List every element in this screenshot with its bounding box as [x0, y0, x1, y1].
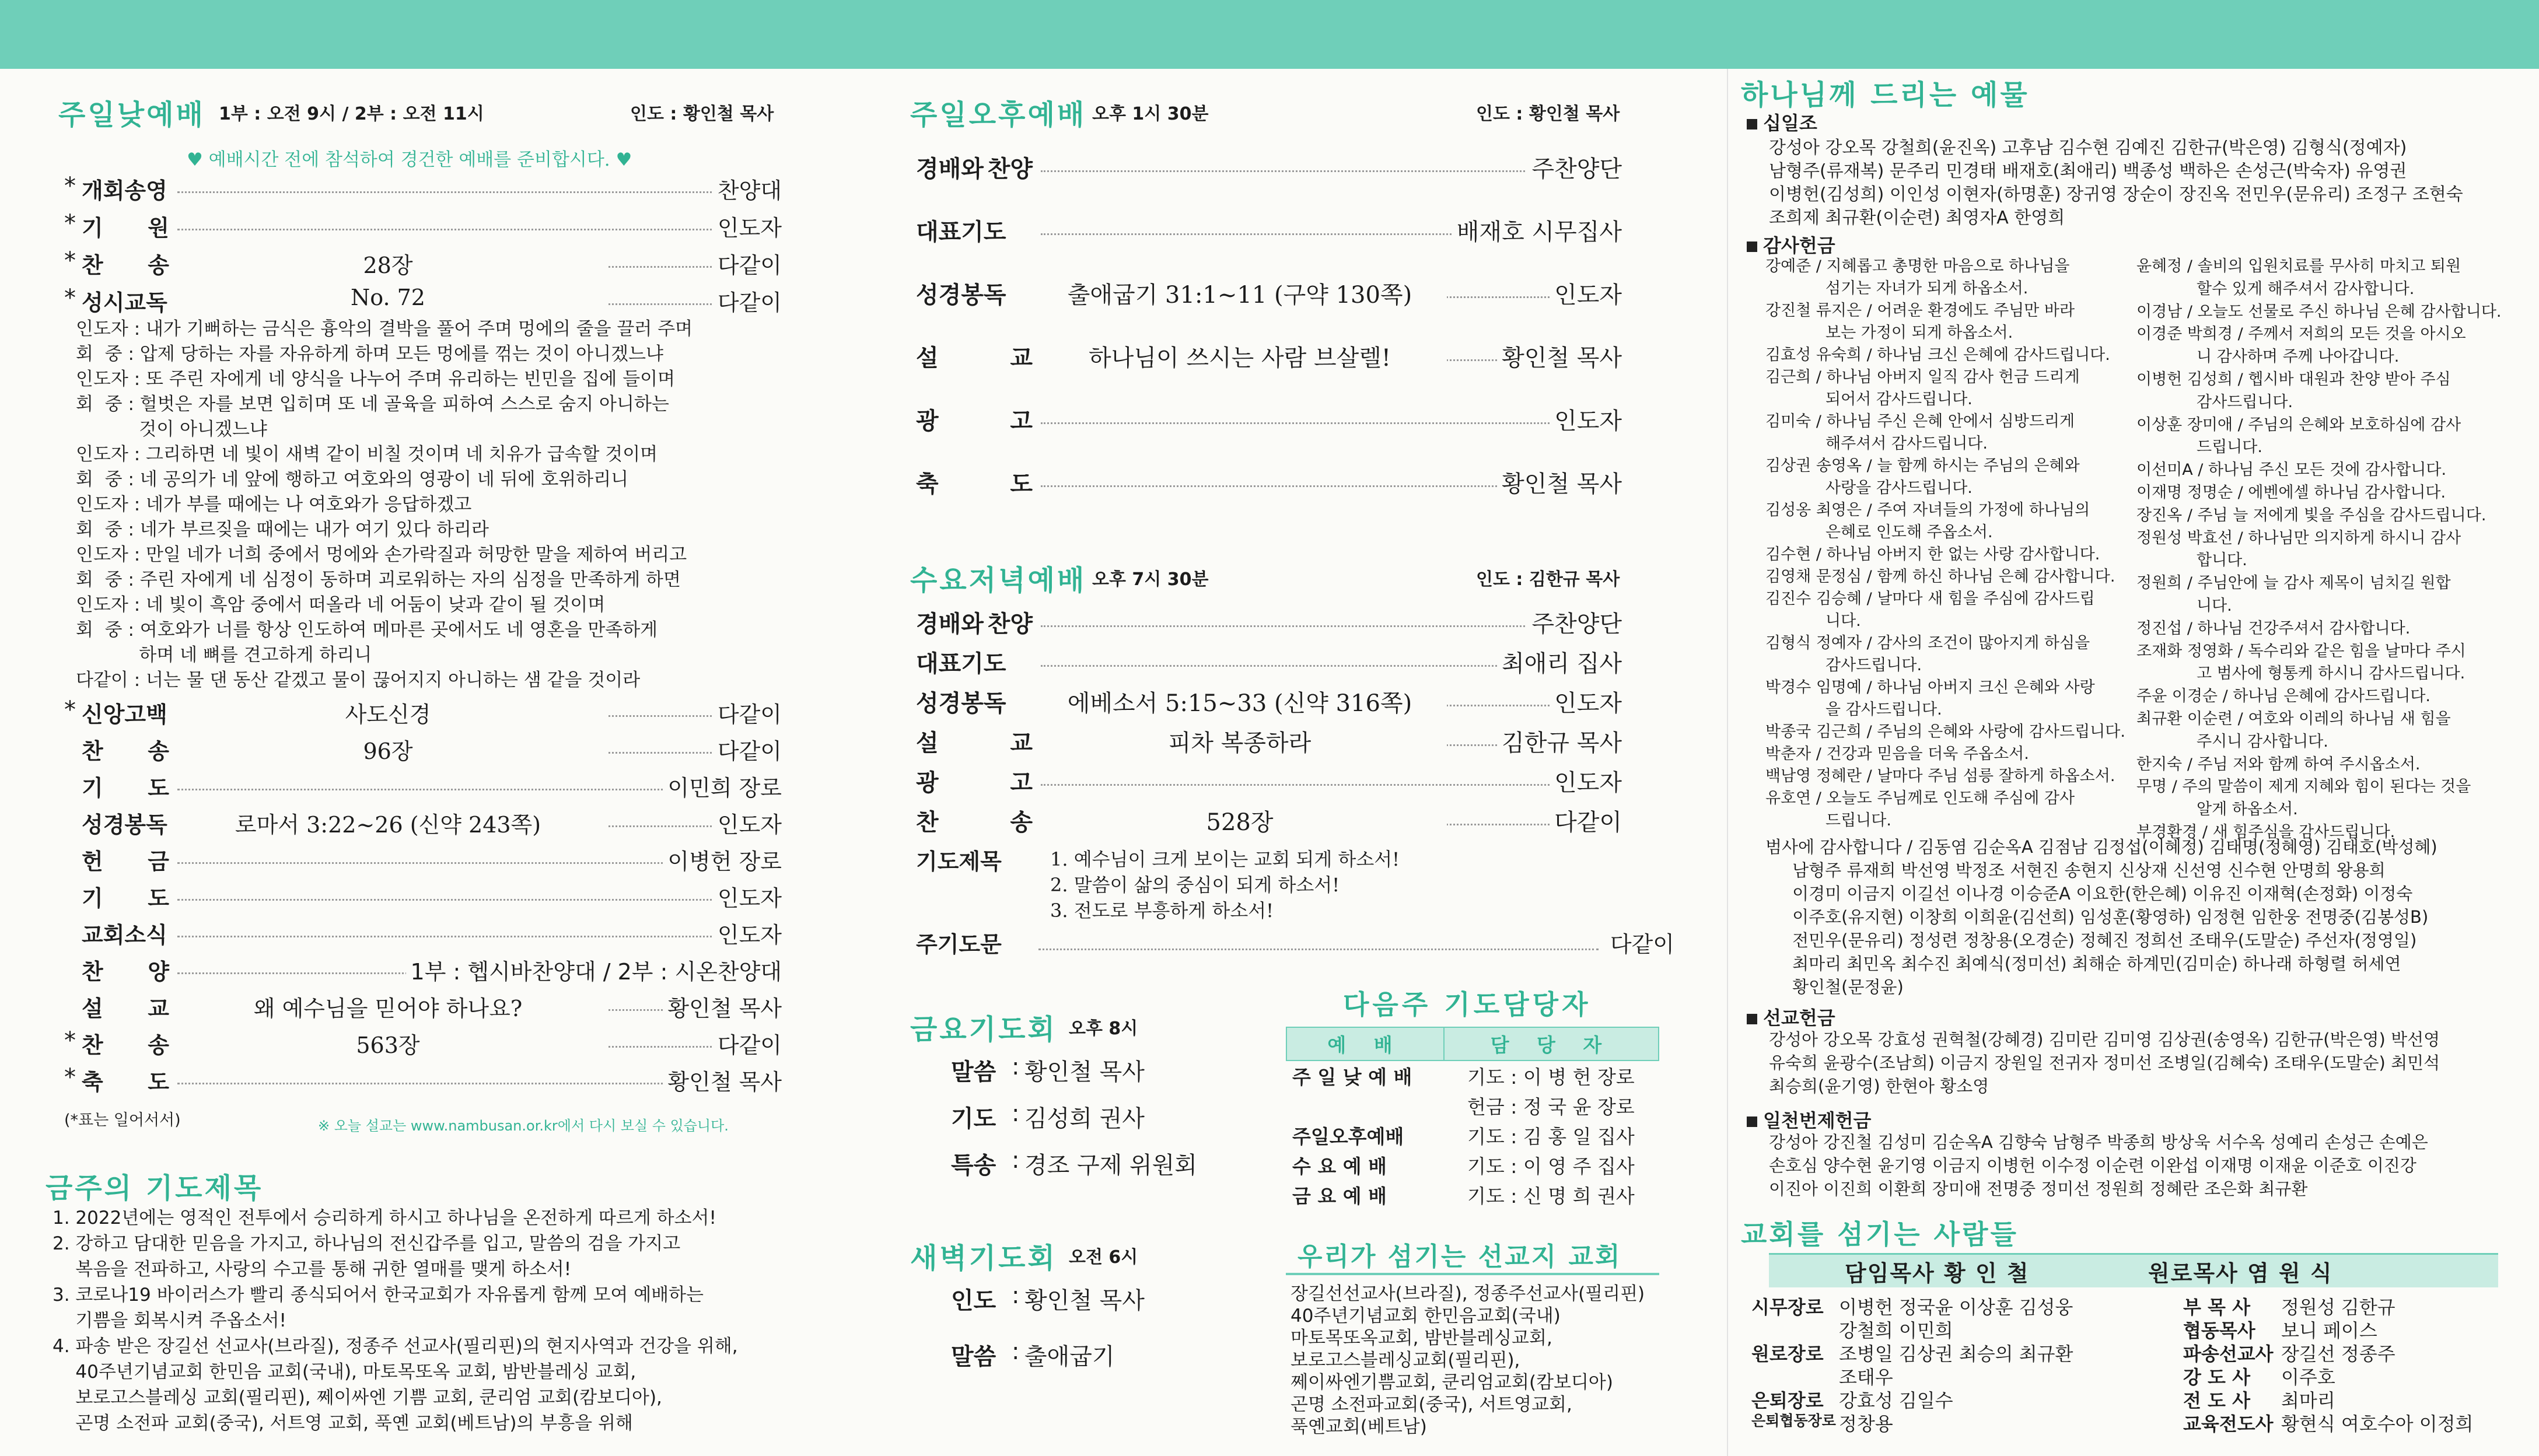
friday-time: 오후 8시: [1069, 1019, 1138, 1039]
offering-line: 강성아 강오목 강철희(윤진옥) 고후남 김수현 김예진 김한규(박은영) 김형식(정예자): [1769, 138, 2407, 158]
staff-role: 원로장로: [1751, 1343, 1824, 1365]
offering-line: 전민우(문유리) 정성련 정창용(오경순) 정혜진 정희선 조태우(도말순) 주선자(정영일): [1765, 930, 2417, 950]
thanks-label: 감사헌금: [1747, 231, 1835, 258]
offering-line: 박경수 임명예 / 하나님 아버지 크신 은혜와 사랑: [1765, 678, 2095, 696]
duty-service: 주일오후예배: [1292, 1125, 1404, 1148]
dawn-time: 오전 6시: [1069, 1247, 1138, 1268]
sermon-web-note: ※ 오늘 설교는 www.nambusan.or.kr에서 다시 보실 수 있습니다.: [318, 1118, 729, 1134]
service-detail: 왜 예수님을 믿어야 하나요?: [169, 991, 607, 1023]
service-label: 기 도: [82, 886, 169, 911]
meeting-colon: :: [1012, 1338, 1020, 1365]
service-row: [863, 606, 1622, 645]
offering-line: 주시니 감사합니다.: [2136, 732, 2328, 751]
service-row: [0, 1027, 782, 1064]
meeting-role: 특송: [951, 1152, 996, 1179]
reading-line: 회 중 : 네 공의가 네 앞에 행하고 여호와의 영광이 네 뒤에 호위하리니: [76, 469, 629, 490]
service-label: 축 도: [916, 471, 1033, 498]
prayer-topic-line: 복음을 전파하고, 사랑의 수고를 통해 귀한 열매를 맺게 하소서!: [53, 1259, 572, 1280]
reading-line: 것이 아니겠느냐: [76, 419, 267, 440]
offering-line: 유호연 / 오늘도 주님께로 인도해 주심에 감사: [1765, 789, 2075, 807]
staff-role: 교육전도사: [2183, 1413, 2274, 1435]
service-person: 인도자: [373, 807, 782, 839]
next-week-col-service: 예 배: [1286, 1027, 1444, 1060]
wednesday-prayer-item: 1. 예수님이 크게 보이는 교회 되게 하소서!: [1050, 848, 1400, 870]
meeting-person: 경조 구제 위원회: [1024, 1152, 1197, 1179]
first-offering-label: 일천번제헌금: [1747, 1106, 1871, 1133]
staff-names: 보니 페이스: [2281, 1320, 2377, 1342]
reading-line: 회 중 : 네가 부르짖을 때에는 내가 여기 있다 하리라: [76, 519, 489, 540]
offerings-title: 하나님께 드리는 예물: [1741, 79, 2030, 111]
offering-line: 을 감사드립니다.: [1765, 701, 1942, 719]
sunday-morning-times: 1부 : 오전 9시 / 2부 : 오전 11시: [219, 104, 484, 124]
reading-line: 인도자 : 네 빛이 흑암 중에서 떠올라 네 어둠이 낮과 같이 될 것이며: [76, 594, 606, 615]
service-detail: 에베소서 5:15~33 (신약 316쪽): [1033, 685, 1447, 718]
service-row: [863, 764, 1622, 804]
offering-line: 고 범사에 형통케 하시니 감사드립니다.: [2136, 664, 2465, 683]
offering-line: 조희제 최규환(이순련) 최영자A 한영희: [1769, 208, 2065, 228]
service-person: 황인철 목사: [373, 991, 782, 1023]
next-week-row: [1286, 1150, 1659, 1180]
mission-line: 쩨이싸엔기쁨교회, 쿤리엄교회(캄보디아): [1291, 1372, 1613, 1393]
meeting-role: 기도: [951, 1105, 996, 1132]
offering-line: 이진아 이진희 이환희 장미애 전명중 정미선 정원희 정혜란 조은화 최규환: [1769, 1179, 2308, 1199]
standing-note: (*표는 일어서서): [64, 1111, 181, 1129]
service-detail: 출애굽기 31:1~11 (구약 130쪽): [1033, 276, 1447, 310]
duty-service: [1286, 1091, 1444, 1121]
offering-line: 되어서 감사드립니다.: [1765, 390, 1973, 408]
duty-person: 헌금 : 정 국 윤 장로: [1467, 1096, 1635, 1118]
meeting-role: 말씀: [951, 1059, 996, 1086]
offering-line: 최승희(윤기영) 한현아 황소영: [1769, 1076, 1989, 1096]
reading-line: 인도자 : 그리하면 네 빛이 새벽 같이 비칠 것이며 네 치유가 급속할 것이며: [76, 444, 658, 465]
duty-person: 기도 : 이 병 헌 장로: [1467, 1066, 1635, 1088]
service-row: [863, 340, 1622, 402]
offering-line: 남형주 류재희 박선영 박정조 서현진 송현지 신상재 신선영 신수현 안명희 왕용희: [1765, 860, 2386, 880]
staff-names: 장길선 정종주: [2281, 1343, 2395, 1365]
service-person: 인도자: [1213, 764, 1622, 797]
column-middle: [863, 69, 1692, 1456]
service-person: 김한규 목사: [1213, 724, 1622, 758]
service-label: 성경봉독: [916, 690, 1006, 717]
service-label: 설 교: [82, 996, 169, 1021]
emeritus-pastor: 원로목사 염 원 식: [2148, 1261, 2333, 1286]
next-week-title: 다음주 기도담당자: [1343, 989, 1592, 1020]
lords-prayer-label: 주기도문: [916, 932, 1002, 957]
offering-line: 정원희 / 주님안에 늘 감사 제목이 넘치길 원합: [2136, 574, 2451, 593]
service-person: 인도자: [1213, 276, 1622, 310]
service-detail: 563장: [169, 1027, 607, 1059]
service-row: [863, 214, 1622, 276]
staff-names: 황현식 여호수아 이정희: [2281, 1413, 2474, 1435]
square-bullet-icon: [1747, 1116, 1757, 1127]
staff-role: 부 목 사: [2183, 1296, 2251, 1318]
offering-line: 이재명 정명순 / 에벤에셀 하나님 감사합니다.: [2136, 484, 2446, 502]
offering-line: 남형주(류재복) 문주리 민경태 배재호(최애리) 백종성 백하은 손성근(박숙자) 유영권: [1769, 161, 2407, 181]
duty-service: 금 요 예 배: [1292, 1185, 1387, 1208]
reading-line: 회 중 : 여호와가 너를 항상 인도하여 메마른 곳에서도 네 영혼을 만족하게: [76, 620, 658, 640]
offering-line: 강성아 강진철 김성미 김순옥A 김향숙 남형주 박종희 방상욱 서수옥 성예리 손성근 손예은: [1769, 1132, 2428, 1152]
service-person: 황인철 목사: [1213, 466, 1622, 499]
service-row: [0, 247, 782, 285]
prayer-topic-line: 곤명 소전파 교회(중국), 서트영 교회, 푹옌 교회(베트남)의 부흥을 위해: [53, 1413, 633, 1434]
offering-line: 범사에 감사합니다 / 김동염 김순옥A 김점남 김정섭(이혜정) 김태명(정혜영) 김태호(박성혜): [1765, 837, 2437, 857]
prayer-topic-line: 기쁨을 회복시켜 주옵소서!: [53, 1310, 286, 1331]
service-label: 헌 금: [82, 849, 169, 874]
lords-prayer-right: 다같이: [1610, 932, 1674, 957]
service-row: [0, 807, 782, 844]
next-week-row: [1286, 1121, 1659, 1150]
service-person: 인도자: [1213, 402, 1622, 436]
offering-line: 박춘자 / 건강과 믿음을 더욱 주옵소서.: [1765, 745, 2029, 763]
service-label: 경배와 찬양: [916, 156, 1033, 183]
offering-line: 강진철 류지은 / 어려운 환경에도 주님만 바라: [1765, 302, 2075, 320]
column-left: [0, 69, 817, 1456]
service-label: 광 고: [916, 408, 1033, 435]
service-detail: No. 72: [169, 285, 607, 310]
offering-line: 니다.: [1765, 612, 1861, 630]
prayer-topic-line: 4. 파송 받은 장길선 선교사(브라질), 정종주 선교사(필리핀)의 현지사역과 건강을 위해,: [53, 1336, 738, 1357]
tithe-label: 십일조: [1747, 108, 1817, 135]
offering-line: 정진섭 / 하나님 건강주셔서 감사합니다.: [2136, 619, 2411, 638]
service-label: 찬 송: [916, 809, 1033, 836]
offering-line: 최마리 최민옥 최수진 최예식(정미선) 최해순 하계민(김미순) 하나래 하형렬 허세연: [1765, 954, 2401, 974]
service-label: 기 도: [82, 775, 169, 801]
offering-line: 김상권 송영옥 / 늘 함께 하시는 주님의 은혜와: [1765, 457, 2080, 475]
standing-star: *: [64, 1027, 76, 1054]
top-color-bar: [0, 0, 2539, 69]
service-row: [0, 210, 782, 247]
offering-line: 할수 있게 해주셔서 감사합니다.: [2136, 279, 2415, 298]
service-label: 축 도: [82, 1069, 169, 1095]
offering-line: 손호심 양수현 윤기영 이금지 이병헌 이수정 이순련 이완섭 이재명 이재윤 이준호 이진강: [1769, 1156, 2416, 1175]
reading-line: 회 중 : 헐벗은 자를 보면 입히며 또 네 골육을 피하여 스스로 숨지 아니하는: [76, 394, 669, 415]
staff-names: 조태우: [1839, 1366, 1893, 1388]
standing-star: *: [64, 247, 76, 274]
service-label: 찬 송: [82, 253, 169, 278]
service-row: [0, 954, 782, 991]
standing-star: *: [64, 1064, 76, 1091]
service-detail: 96장: [169, 733, 607, 765]
mission-line: 곤명 소전파교회(중국), 서트영교회,: [1291, 1394, 1572, 1415]
offering-line: 합니다.: [2136, 551, 2247, 570]
service-label: 설 교: [916, 730, 1033, 757]
offering-line: 조재화 정영화 / 독수리와 같은 힘을 날마다 주시: [2136, 642, 2466, 660]
duty-person: 기도 : 이 영 주 집사: [1467, 1155, 1635, 1178]
meeting-person: 출애굽기: [1024, 1343, 1115, 1370]
offering-line: 이병헌 김성희 / 헵시바 대원과 찬양 받아 주심: [2136, 370, 2451, 388]
service-person: 인도자: [373, 210, 782, 242]
sunday-afternoon-leader: 인도 : 황인철 목사: [1476, 104, 1620, 124]
offering-line: 정원성 박효선 / 하나님만 의지하게 하시니 감사: [2136, 528, 2461, 547]
wednesday-prayer-label: 기도제목: [916, 849, 1002, 874]
service-person: 다같이: [1213, 804, 1622, 837]
service-person: 인도자: [373, 880, 782, 912]
mission-offering-label: 선교헌금: [1747, 1003, 1835, 1030]
offering-line: 김수현 / 하나님 아버지 한 없는 사랑 감사합니다.: [1765, 545, 2100, 564]
service-row: [0, 844, 782, 880]
wednesday-title: 수요저녁예배: [910, 564, 1087, 597]
reading-line: 회 중 : 압제 당하는 자를 자유하게 하며 모든 멍에를 꺾는 것이 아니겠느냐: [76, 344, 663, 365]
mission-line: 푹옌교회(베트남): [1291, 1416, 1427, 1437]
reading-line: 하며 네 뼈를 견고하게 하리니: [76, 645, 372, 666]
offering-line: 백남영 정혜란 / 날마다 주님 섬릉 잘하게 하옵소서.: [1765, 767, 2115, 785]
service-detail: 피차 복종하라: [1033, 724, 1447, 758]
offering-line: 니다.: [2136, 597, 2232, 615]
service-label: 기 원: [82, 215, 169, 241]
service-row: [0, 733, 782, 770]
staff-role: 파송선교사: [2183, 1343, 2274, 1365]
meeting-person: 김성희 권사: [1024, 1105, 1145, 1132]
offering-line: 김형식 정예자 / 감사의 조건이 많아지게 하심을: [1765, 634, 2090, 652]
service-row: [863, 150, 1622, 214]
offering-line: 알게 하옵소서.: [2136, 800, 2298, 819]
service-row: [863, 466, 1622, 528]
prayer-topic-line: 40주년기념교회 한민음 교회(국내), 마토목또옥 교회, 밤반블레싱 교회,: [53, 1362, 637, 1382]
service-person: 황인철 목사: [1213, 340, 1622, 373]
offering-line: 장진옥 / 주님 늘 저에게 빛을 주심을 감사드립니다.: [2136, 506, 2486, 524]
offering-line: 최규환 이순련 / 여호와 이레의 하나님 새 힘을: [2136, 710, 2451, 728]
offering-line: 주윤 이경순 / 하나님 은혜에 감사드립니다.: [2136, 687, 2430, 706]
offering-line: 감사드립니다.: [2136, 393, 2293, 411]
service-detail: 528장: [1033, 804, 1447, 837]
missions-title: 우리가 섬기는 선교지 교회: [1298, 1242, 1622, 1272]
offering-line: 김효성 유숙희 / 하나님 크신 은혜에 감사드립니다.: [1765, 346, 2110, 364]
service-person: 인도자: [1213, 685, 1622, 718]
service-row: [0, 991, 782, 1027]
service-person: 다같이: [373, 247, 782, 279]
mission-line: 보로고스블레싱교회(필리핀),: [1291, 1350, 1520, 1371]
service-detail: 하나님이 쓰시는 사람 브살렐!: [1033, 340, 1447, 373]
service-label: 개회송영: [82, 178, 167, 204]
meeting-colon: :: [1012, 1282, 1020, 1309]
staff-role: 강 도 사: [2183, 1366, 2251, 1388]
service-row: [0, 917, 782, 954]
standing-star: *: [64, 285, 76, 312]
missions-rule: [1286, 1273, 1659, 1275]
offering-line: 무명 / 주의 말씀이 제게 지혜와 힘이 된다는 것을: [2136, 778, 2471, 796]
offering-line: 은혜로 인도해 주옵소서.: [1765, 523, 1993, 541]
standing-star: *: [64, 210, 76, 237]
service-detail: 28장: [169, 247, 607, 279]
offering-line: 감사드립니다.: [1765, 656, 1922, 674]
senior-pastor: 담임목사 황 인 철: [1845, 1261, 2030, 1286]
duty-person: 기도 : 김 홍 일 집사: [1467, 1125, 1635, 1148]
staff-names: 강효성 김일수: [1839, 1390, 1953, 1412]
offering-line: 드립니다.: [2136, 438, 2262, 457]
offering-line: 부경환경 / 새 힘주심을 감사드립니다.: [2136, 823, 2395, 841]
reading-line: 인도자 : 네가 부를 때에는 나 여호와가 응답하겠고: [76, 494, 472, 515]
meeting-colon: :: [1012, 1054, 1020, 1080]
service-row: [863, 402, 1622, 466]
service-label: 성시교독: [82, 290, 167, 316]
sunday-morning-title: 주일낮예배: [58, 99, 205, 131]
prayer-topic-line: 3. 코로나19 바이러스가 빨리 종식되어서 한국교회가 자유롭게 함께 모여 예배하는: [53, 1284, 704, 1306]
offering-line: 섬기는 자녀가 되게 하옵소서.: [1765, 279, 2029, 298]
offering-line: 이경미 이금지 이길선 이나경 이승준A 이요한(한은혜) 이유진 이재혁(손정화) 이정숙: [1765, 884, 2413, 904]
staff-names: 이병헌 정국윤 이상훈 김성웅: [1839, 1296, 2073, 1318]
offering-line: 사랑을 감사드립니다.: [1765, 479, 1973, 497]
offering-line: 이상훈 장미애 / 주님의 은혜와 보호하심에 감사: [2136, 415, 2461, 434]
offering-line: 김영채 문정심 / 함께 하신 하나님 은혜 감사합니다.: [1765, 568, 2115, 586]
column-right: [1727, 69, 2539, 1456]
sunday-afternoon-time: 오후 1시 30분: [1092, 104, 1209, 124]
offering-line: 박종국 김근희 / 주님의 은혜와 사랑에 감사드립니다.: [1765, 723, 2125, 741]
offering-line: 보는 가정이 되게 하옵소서.: [1765, 324, 2013, 342]
service-label: 대표기도: [916, 219, 1006, 246]
prayer-topic-line: 2. 강하고 담대한 믿음을 가지고, 하나님의 전신갑주를 입고, 말씀의 검을 가지고: [53, 1233, 681, 1254]
service-row: [863, 724, 1622, 764]
meeting-person: 황인철 목사: [1024, 1059, 1145, 1086]
service-label: 찬 송: [82, 738, 169, 764]
service-person: 1부 : 헵시바찬양대 / 2부 : 시온찬양대: [373, 954, 782, 986]
service-label: 대표기도: [916, 650, 1006, 677]
service-row: [0, 173, 782, 210]
offering-line: 이경남 / 오늘도 선물로 주신 하나님 은혜 감사합니다.: [2136, 302, 2502, 321]
offering-line: 윤혜정 / 솔비의 입원치료를 무사히 마치고 퇴원: [2136, 257, 2461, 275]
service-row: [0, 1064, 782, 1101]
service-label: 광 고: [916, 769, 1033, 796]
offering-line: 니 감사하며 주께 나아갑니다.: [2136, 348, 2400, 366]
reading-line: 인도자 : 또 주린 자에게 네 양식을 나누어 주며 유리하는 빈민을 집에 들이며: [76, 369, 676, 390]
service-person: 황인철 목사: [373, 1064, 782, 1096]
worship-notice: ♥ 예배시간 전에 참석하여 경건한 예배를 준비합시다. ♥: [187, 149, 632, 170]
reading-line: 인도자 : 내가 기뻐하는 금식은 흉악의 결박을 풀어 주며 멍에의 줄을 끌러 주며: [76, 318, 693, 340]
service-label: 경배와 찬양: [916, 611, 1033, 638]
offering-line: 황인철(문정윤): [1765, 977, 1904, 997]
offering-line: 이선미A / 하나님 주신 모든 것에 감사합니다.: [2136, 461, 2447, 480]
service-label: 교회소식: [82, 922, 167, 948]
service-label: 설 교: [916, 345, 1033, 372]
next-week-table: [1286, 1027, 1659, 1210]
duty-service: 주 일 낮 예 배: [1292, 1066, 1412, 1088]
service-row: [863, 276, 1622, 340]
meeting-colon: :: [1012, 1100, 1020, 1127]
service-person: 이병헌 장로: [373, 844, 782, 876]
service-row: [0, 696, 782, 733]
service-person: 인도자: [373, 917, 782, 949]
prayer-topics-title: 금주의 기도제목: [46, 1172, 264, 1205]
staff-role: 은퇴장로: [1751, 1390, 1824, 1412]
wednesday-leader: 인도 : 김한규 목사: [1476, 569, 1620, 590]
staff-names: 조병일 김상권 최승의 최규환: [1839, 1343, 2073, 1365]
service-person: 주찬양단: [1213, 150, 1622, 184]
offering-line: 김진수 김승혜 / 날마다 새 힘을 주심에 감사드립: [1765, 590, 2095, 608]
offering-line: 강성아 강오목 강효성 권혁철(강혜경) 김미란 김미영 김상권(송영옥) 김한규(박은영) 박선영: [1769, 1030, 2440, 1049]
service-detail: 사도신경: [169, 696, 607, 729]
square-bullet-icon: [1747, 1014, 1757, 1024]
wednesday-time: 오후 7시 30분: [1092, 569, 1209, 590]
reading-line: 인도자 : 만일 네가 너희 중에서 멍에와 손가락질과 허망한 말을 제하여 버리고: [76, 544, 687, 565]
standing-star: *: [64, 173, 76, 200]
service-person: 다같이: [373, 696, 782, 729]
offering-line: 김근희 / 하나님 아버지 일직 감사 헌금 드리게: [1765, 368, 2080, 386]
service-label: 찬 송: [82, 1032, 169, 1058]
offering-line: 유숙희 윤광수(조남희) 이금지 장원일 전귀자 정미선 조병일(김혜숙) 조태우(도말순) 최민석: [1769, 1053, 2440, 1073]
service-label: 성경봉독: [82, 812, 167, 838]
offering-line: 드립니다.: [1765, 811, 1891, 830]
staff-names: 이주호: [2281, 1366, 2335, 1388]
mission-line: 마토목또옥교회, 밤반블레싱교회,: [1291, 1328, 1552, 1349]
square-bullet-icon: [1747, 119, 1757, 130]
staff-names: 강철희 이민희: [1839, 1320, 1953, 1342]
service-person: 찬양대: [373, 173, 782, 205]
offering-line: 이경준 박희경 / 주께서 저희의 모든 것을 아시오: [2136, 325, 2466, 344]
reading-line: 다같이 : 너는 물 댄 동산 같겠고 물이 끊어지지 아니하는 샘 같을 것이라: [76, 670, 641, 691]
service-person: 최애리 집사: [1213, 645, 1622, 678]
service-person: 다같이: [373, 733, 782, 765]
next-week-row: [1286, 1060, 1659, 1091]
service-person: 다같이: [373, 1027, 782, 1059]
prayer-topic-line: 보로고스블레싱 교회(필리핀), 쩨이싸엔 기쁨 교회, 쿤리엄 교회(캄보디아),: [53, 1387, 662, 1408]
service-person: 주찬양단: [1213, 606, 1622, 639]
service-row: [0, 770, 782, 807]
service-row: [0, 880, 782, 917]
service-row: [863, 685, 1622, 724]
duty-person: 기도 : 신 명 희 권사: [1467, 1185, 1635, 1208]
service-person: 다같이: [373, 285, 782, 317]
staff-role: 협동목사: [2183, 1320, 2255, 1342]
mission-line: 장길선선교사(브라질), 정종주선교사(필리핀): [1291, 1283, 1645, 1304]
service-detail: 로마서 3:22~26 (신약 243쪽): [169, 807, 607, 839]
offering-line: 이병헌(김성희) 이인성 이현자(하명훈) 장귀영 장순이 장진옥 전민우(문유리) 조정구 조현숙: [1769, 184, 2463, 205]
wednesday-prayer-item: 2. 말씀이 삶의 중심이 되게 하소서!: [1050, 874, 1340, 896]
offering-line: 해주셔서 감사드립니다.: [1765, 435, 1988, 453]
meeting-role: 말씀: [951, 1343, 996, 1370]
staff-names: 정원성 김한규: [2281, 1296, 2395, 1318]
service-label: 성경봉독: [916, 282, 1006, 309]
service-row: [863, 804, 1622, 844]
next-week-row: [1286, 1180, 1659, 1210]
friday-title: 금요기도회: [910, 1013, 1057, 1046]
duty-service: 수 요 예 배: [1292, 1155, 1387, 1178]
service-person: 이민희 장로: [373, 770, 782, 802]
standing-star: *: [64, 696, 76, 723]
next-week-row: [1286, 1091, 1659, 1121]
meeting-role: 인도: [951, 1287, 996, 1314]
reading-line: 회 중 : 주린 자에게 네 심정이 동하며 괴로워하는 자의 심정을 만족하게 하면: [76, 569, 681, 590]
offering-line: 한지숙 / 주님 저와 함께 하여 주시옵소서.: [2136, 755, 2421, 774]
meeting-person: 황인철 목사: [1024, 1287, 1145, 1314]
dawn-title: 새벽기도회: [910, 1242, 1057, 1275]
service-person: 배재호 시무집사: [1213, 214, 1622, 247]
service-label: 신앙고백: [82, 702, 167, 727]
prayer-topic-line: 1. 2022년에는 영적인 전투에서 승리하게 하시고 하나님을 온전하게 따르게 하소서!: [53, 1208, 716, 1228]
staff-names: 최마리: [2281, 1390, 2335, 1412]
sunday-morning-leader: 인도 : 황인철 목사: [630, 104, 774, 124]
staff-title: 교회를 섬기는 사람들: [1741, 1219, 2019, 1250]
staff-names: 정창용: [1839, 1413, 1893, 1435]
staff-role: 시무장로: [1751, 1296, 1824, 1318]
offering-line: 이주호(유지현) 이창희 이희윤(김선희) 임성훈(황영하) 임정현 임한웅 전명중(김봉성B): [1765, 907, 2429, 927]
service-label: 찬 양: [82, 959, 169, 985]
service-row: [863, 645, 1622, 685]
mission-line: 40주년기념교회 한민음교회(국내): [1291, 1306, 1561, 1326]
staff-role: 은퇴협동장로: [1751, 1412, 1836, 1429]
meeting-colon: :: [1012, 1147, 1020, 1174]
square-bullet-icon: [1747, 242, 1757, 252]
staff-role: 전 도 사: [2183, 1390, 2251, 1412]
next-week-col-person: 담 당 자: [1444, 1027, 1659, 1060]
sunday-afternoon-title: 주일오후예배: [910, 99, 1087, 131]
wednesday-prayer-item: 3. 전도로 부흥하게 하소서!: [1050, 900, 1274, 922]
offering-line: 강예준 / 지혜롭고 총명한 마음으로 하나님을: [1765, 257, 2070, 275]
offering-line: 김미숙 / 하나님 주신 은혜 안에서 심방드리게: [1765, 412, 2075, 430]
offering-line: 김성옹 최영은 / 주여 자녀들의 가정에 하나님의: [1765, 501, 2090, 519]
